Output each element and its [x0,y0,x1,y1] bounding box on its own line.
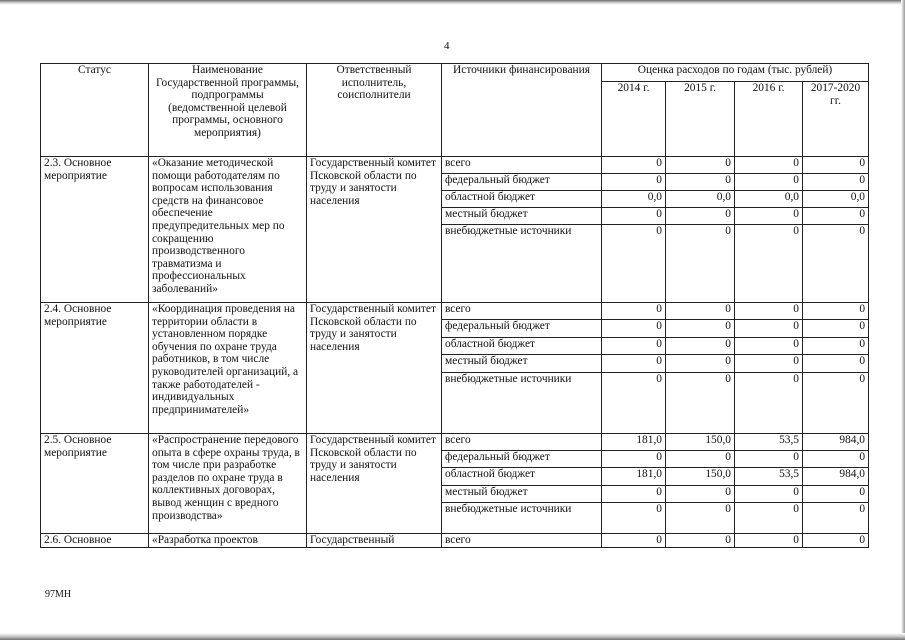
expense-value: 0 [735,225,803,303]
expense-value: 0 [735,373,803,434]
expense-value: 150,0 [666,434,735,451]
expense-value: 0 [735,208,803,225]
header-year: 2014 г. [602,82,666,157]
header-expenses: Оценка расходов по годам (тыс. рублей) [602,64,869,82]
header-status: Статус [41,64,149,157]
section-executor: Государственный комитет Псковской области по труду и занятости населения [307,157,442,303]
section-status: 2.5. Основное мероприятие [41,434,149,534]
expense-value: 181,0 [602,434,666,451]
section-executor: Государственный комитет Псковской области по труду и занятости населения [307,434,442,534]
expense-value: 0 [602,303,666,320]
section-status: 2.3. Основное мероприятие [41,157,149,303]
expense-value: 0 [803,486,869,503]
funding-source: всего [442,534,602,548]
expense-value: 0 [602,373,666,434]
section-executor: Государственный комитет Псковской области по труду и занятости населения [307,303,442,434]
table-row [41,303,869,320]
expense-value: 0 [735,355,803,373]
expense-value: 0 [602,338,666,355]
expense-value: 0 [666,373,735,434]
expense-value: 150,0 [666,468,735,486]
funding-source: внебюджетные источники [442,225,602,303]
section-status: 2.4. Основное мероприятие [41,303,149,434]
expense-value: 0,0 [803,191,869,208]
expense-value: 0 [602,174,666,191]
expense-value: 0 [735,174,803,191]
scan-edge-right [901,0,905,640]
expense-value: 0 [666,208,735,225]
funding-source: федеральный бюджет [442,451,602,468]
section-executor: Государственный [307,534,442,548]
expense-value: 0 [803,355,869,373]
expense-value: 984,0 [803,468,869,486]
expense-value: 0 [666,157,735,174]
expense-value: 0 [602,486,666,503]
section-name: «Разработка проектов [149,534,307,548]
expense-value: 0 [803,373,869,434]
table-row [41,534,869,548]
funding-source: областной бюджет [442,468,602,486]
header-program: Наименование Государственной программы, подпрограммы (ведомственной целевой программы, основного мероприятия) [149,64,307,157]
page-number: 4 [444,40,450,52]
expense-value: 0 [803,338,869,355]
expense-value: 181,0 [602,468,666,486]
expense-value: 0 [803,208,869,225]
expense-value: 0 [666,451,735,468]
funding-source: внебюджетные источники [442,373,602,434]
funding-source: областной бюджет [442,338,602,355]
expense-value: 0 [735,486,803,503]
header-executor: Ответственный исполнитель, соисполнители [307,64,442,157]
expense-value: 0,0 [602,191,666,208]
section-name: «Координация проведения на территории области в установленном порядке обучения по охране труда работников, в том числе руководителей организаций, а также работодателей - индивидуальных предпринимателей» [149,303,307,434]
header-year: 2016 г. [735,82,803,157]
expense-value: 0 [735,338,803,355]
expense-value: 0 [666,534,735,548]
expense-value: 0 [602,157,666,174]
expense-value: 0 [666,320,735,338]
funding-source: областной бюджет [442,191,602,208]
expense-value: 0 [803,225,869,303]
expense-value: 0 [735,157,803,174]
expense-value: 0 [602,503,666,534]
expense-value: 0 [803,534,869,548]
expense-value: 0 [666,174,735,191]
expense-value: 0 [735,503,803,534]
funding-source: федеральный бюджет [442,320,602,338]
document-code: 97МН [45,589,72,600]
table-row [41,434,869,451]
expense-value: 0 [666,225,735,303]
expense-value: 0 [735,303,803,320]
expense-value: 0 [803,157,869,174]
expense-value: 0 [666,503,735,534]
funding-source: местный бюджет [442,208,602,225]
expense-value: 0 [803,303,869,320]
expense-value: 0 [803,174,869,191]
expense-value: 0 [602,534,666,548]
expense-value: 0 [735,320,803,338]
expense-value: 984,0 [803,434,869,451]
funding-source: всего [442,303,602,320]
funding-source: всего [442,157,602,174]
expense-value: 0 [602,208,666,225]
expense-value: 0,0 [666,191,735,208]
expense-value: 0 [666,486,735,503]
expense-value: 0 [602,225,666,303]
funding-source: внебюджетные источники [442,503,602,534]
funding-source: федеральный бюджет [442,174,602,191]
scan-edge-bottom [0,633,905,640]
funding-source: местный бюджет [442,486,602,503]
section-status: 2.6. Основное [41,534,149,548]
funding-source: местный бюджет [442,355,602,373]
table-row [41,157,869,174]
expense-value: 0 [735,534,803,548]
expense-value: 0,0 [735,191,803,208]
expense-value: 0 [803,503,869,534]
expense-value: 0 [735,451,803,468]
scan-edge-top [0,0,905,5]
expense-value: 0 [666,338,735,355]
funding-source: всего [442,434,602,451]
expense-value: 53,5 [735,434,803,451]
expense-value: 53,5 [735,468,803,486]
expense-value: 0 [602,320,666,338]
expenses-table [40,63,869,548]
expense-value: 0 [602,355,666,373]
expense-value: 0 [602,451,666,468]
header-sources: Источники финансирования [442,64,602,157]
expense-value: 0 [803,451,869,468]
expense-value: 0 [666,355,735,373]
expense-value: 0 [803,320,869,338]
expense-value: 0 [666,303,735,320]
section-name: «Оказание методической помощи работодателям по вопросам использования средств на финансовое обеспечение предупредительных мер по сокращению производственного травматизма и профессиональных заболеваний» [149,157,307,303]
header-year: 2017-2020 гг. [803,82,869,157]
header-year: 2015 г. [666,82,735,157]
section-name: «Распространение передового опыта в сфере охраны труда, в том числе при разработке разделов по охране труда в коллективных договорах, вывод женщин с вредного производства» [149,434,307,534]
